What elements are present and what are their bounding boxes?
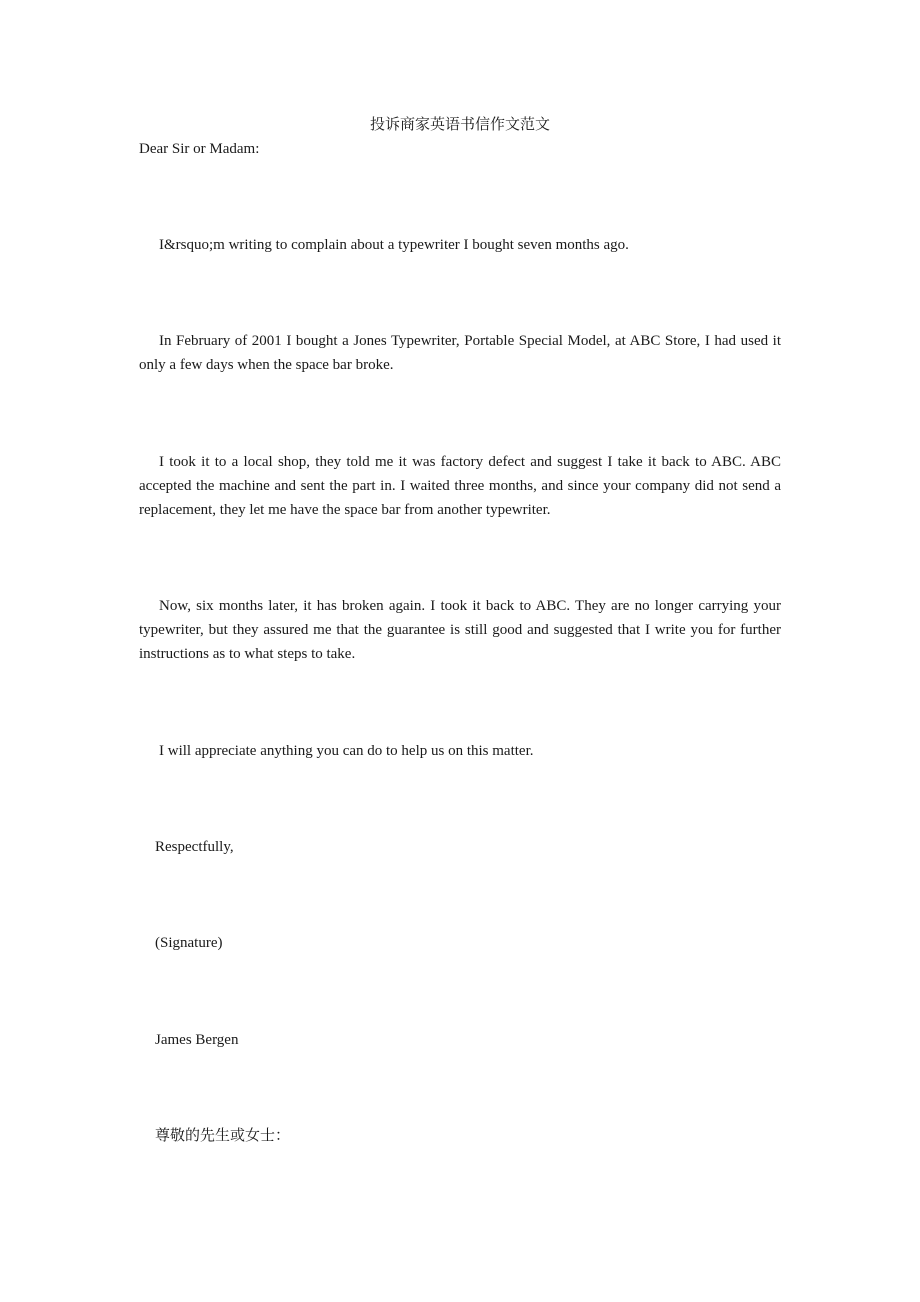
- sender-name: James Bergen: [155, 1032, 239, 1048]
- document-title: 投诉商家英语书信作文范文: [369, 117, 550, 133]
- signature-placeholder: (Signature): [155, 935, 223, 951]
- paragraph-3: I took it to a local shop, they told me it was factory defect and suggest I take it back to ABC. ABC accepted the machine and sent the part in. I waited three months, and since your company did not send a replacement, they let me have the space bar from another typewriter.: [139, 454, 781, 518]
- closing: Respectfully,: [155, 839, 234, 855]
- paragraph-5: I will appreciate anything you can do to help us on this matter.: [159, 743, 534, 759]
- chinese-salutation: 尊敬的先生或女士：: [155, 1128, 291, 1144]
- paragraph-1: I&rsquo;m writing to complain about a typewriter I bought seven months ago.: [159, 237, 629, 253]
- salutation: Dear Sir or Madam:: [139, 141, 260, 157]
- paragraph-4: Now, six months later, it has broken again. I took it back to ABC. They are no longer carrying your typewriter, but they assured me that the guarantee is still good and suggested that I write you for further instructions as to what steps to take.: [139, 598, 781, 662]
- paragraph-2: In February of 2001 I bought a Jones Typewriter, Portable Special Model, at ABC Store, I had used it only a few days when the space bar broke.: [139, 333, 781, 373]
